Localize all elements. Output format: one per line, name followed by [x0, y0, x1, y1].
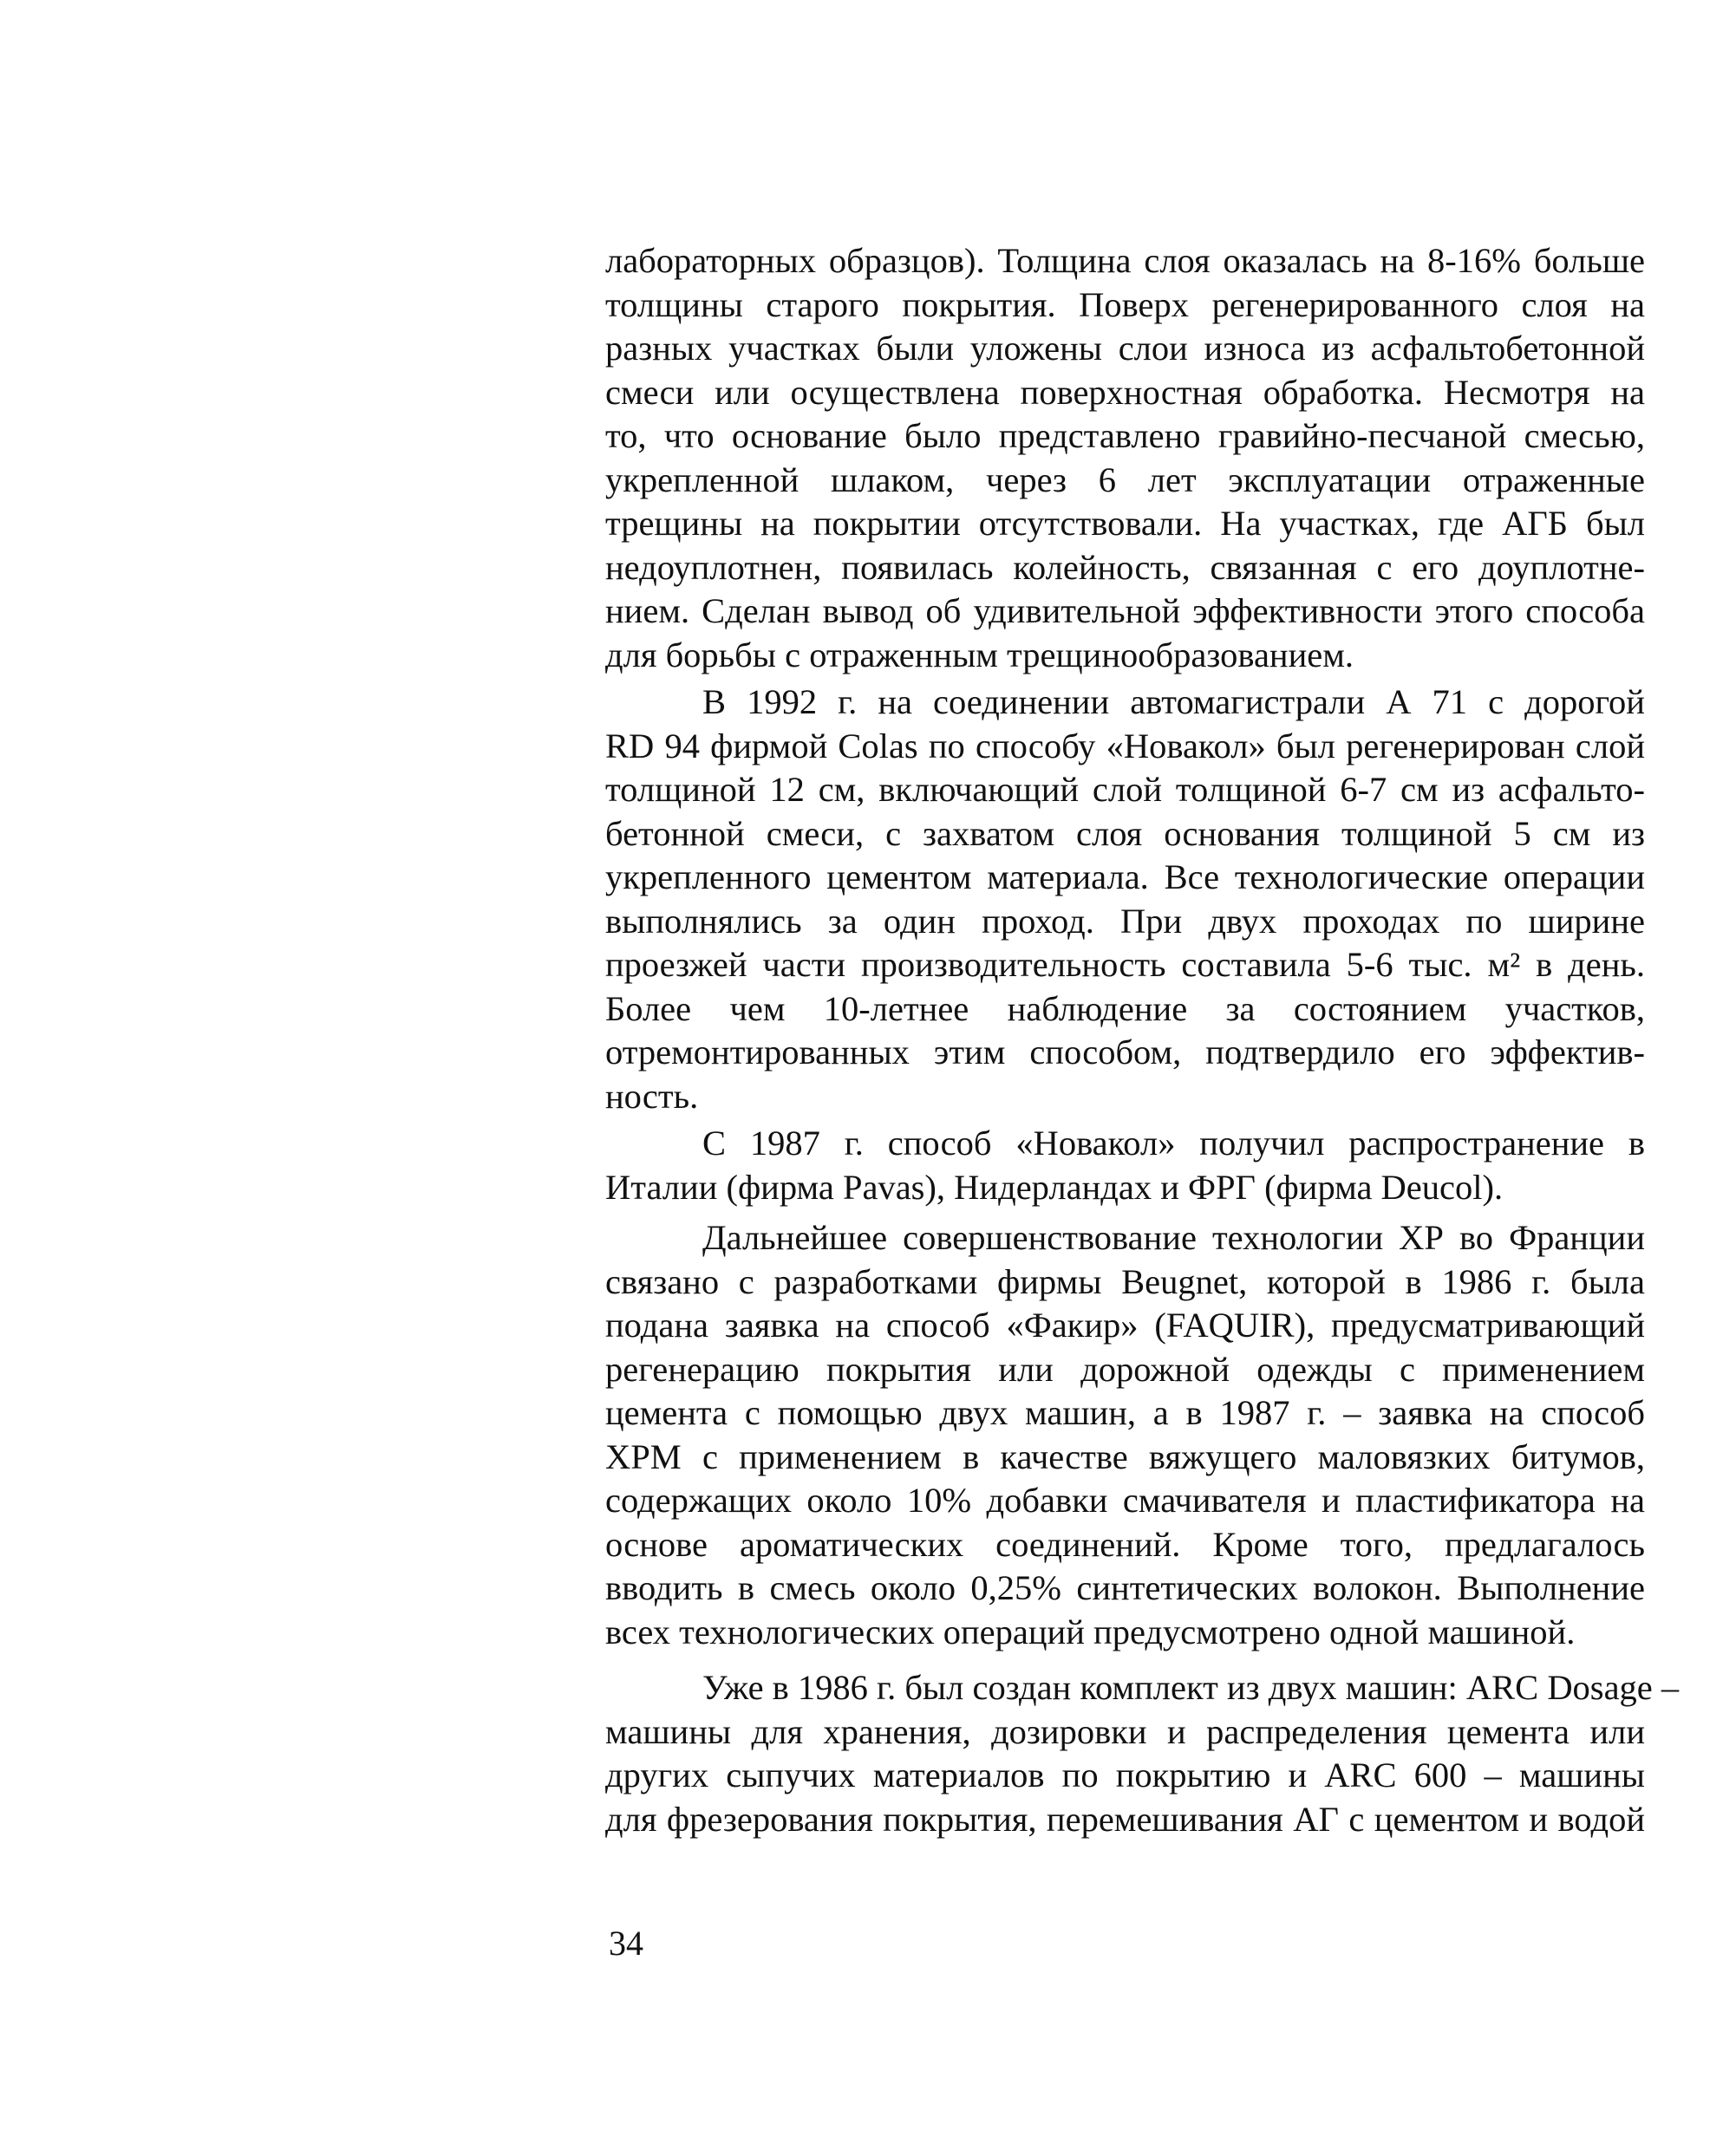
text-line: В 1992 г. на соединении автомагистрали А 71 с дорогой: [702, 682, 1645, 721]
text-line: цемента с помощью двух машин, а в 1987 г. – заявка на способ: [605, 1393, 1645, 1432]
text-line: выполнялись за один проход. При двух проходах по ширине: [605, 901, 1645, 941]
text-line: укрепленной шлаком, через 6 лет эксплуатации отраженные: [605, 459, 1645, 499]
text-line: RD 94 фирмой Colas по способу «Новакол» был регенерирован слой: [605, 726, 1645, 765]
body-text: [605, 239, 1680, 1841]
text-line: подана заявка на способ «Факир» (FAQUIR), предусматривающий: [605, 1306, 1645, 1345]
text-line: то, что основание было представлено гравийно-песчаной смесью,: [605, 416, 1645, 455]
text-line: разных участках были уложены слои износа из асфальтобетонной: [605, 329, 1645, 368]
text-line: бетонной смеси, с захватом слоя основания толщиной 5 см из: [605, 813, 1645, 853]
text-line: ность.: [605, 1076, 699, 1116]
text-line: Италии (фирма Pavas), Нидерландах и ФРГ (фирма Deucol).: [605, 1167, 1504, 1207]
text-line: регенерацию покрытия или дорожной одежды с применением: [605, 1349, 1645, 1389]
text-line: для фрезерования покрытия, перемешивания АГ с цементом и водой: [605, 1799, 1645, 1839]
text-line: трещины на покрытии отсутствовали. На участках, где АГБ был: [605, 504, 1645, 543]
text-line: всех технологических операций предусмотрено одной машиной.: [605, 1612, 1576, 1651]
text-line: Более чем 10-летнее наблюдение за состоянием участков,: [605, 988, 1645, 1028]
text-line: нием. Сделан вывод об удивительной эффективности этого способа: [605, 591, 1645, 630]
paragraph-2: [605, 681, 1645, 1118]
text-line: толщиной 12 см, включающий слой толщиной 6-7 см из асфальто-: [605, 770, 1645, 809]
text-line: смеси или осуществлена поверхностная обработка. Несмотря на: [605, 372, 1645, 412]
text-line: проезжей части производительность составила 5-6 тыс. м² в день.: [605, 945, 1645, 984]
text-line: толщины старого покрытия. Поверх регенерированного слоя на: [605, 284, 1645, 324]
paragraph-1: [605, 239, 1645, 677]
text-line: машины для хранения, дозировки и распределения цемента или: [605, 1711, 1645, 1751]
text-line: С 1987 г. способ «Новакол» получил распространение в: [702, 1124, 1645, 1163]
text-line: лабораторных образцов). Толщина слоя оказалась на 8-16% больше: [605, 241, 1645, 280]
text-line: основе ароматических соединений. Кроме того, предлагалось: [605, 1524, 1645, 1564]
paragraph-5: [605, 1666, 1680, 1841]
text-line: ХРМ с применением в качестве вяжущего маловязких битумов,: [605, 1436, 1645, 1476]
paragraph-3: [605, 1122, 1645, 1209]
text-line: других сыпучих материалов по покрытию и ARC 600 – машины: [605, 1755, 1645, 1794]
page-number: 34: [609, 1924, 643, 1963]
paragraph-4: [605, 1216, 1645, 1654]
text-line: Уже в 1986 г. был создан комплект из двух машин: ARC Dosage –: [702, 1668, 1680, 1707]
text-line: для борьбы с отраженным трещинообразованием.: [605, 635, 1354, 674]
text-line: содержащих около 10% добавки смачивателя и пластификатора на: [605, 1481, 1645, 1520]
text-line: укрепленного цементом материала. Все технологические операции: [605, 857, 1645, 896]
text-line: отремонтированных этим способом, подтвердило его эффектив-: [605, 1032, 1645, 1071]
text-line: недоуплотнен, появилась колейность, связанная с его доуплотне-: [605, 547, 1645, 587]
text-line: связано с разработками фирмы Beugnet, которой в 1986 г. была: [605, 1261, 1645, 1301]
text-line: Дальнейшее совершенствование технологии ХР во Франции: [702, 1218, 1645, 1257]
text-line: вводить в смесь около 0,25% синтетических волокон. Выполнение: [605, 1568, 1645, 1607]
